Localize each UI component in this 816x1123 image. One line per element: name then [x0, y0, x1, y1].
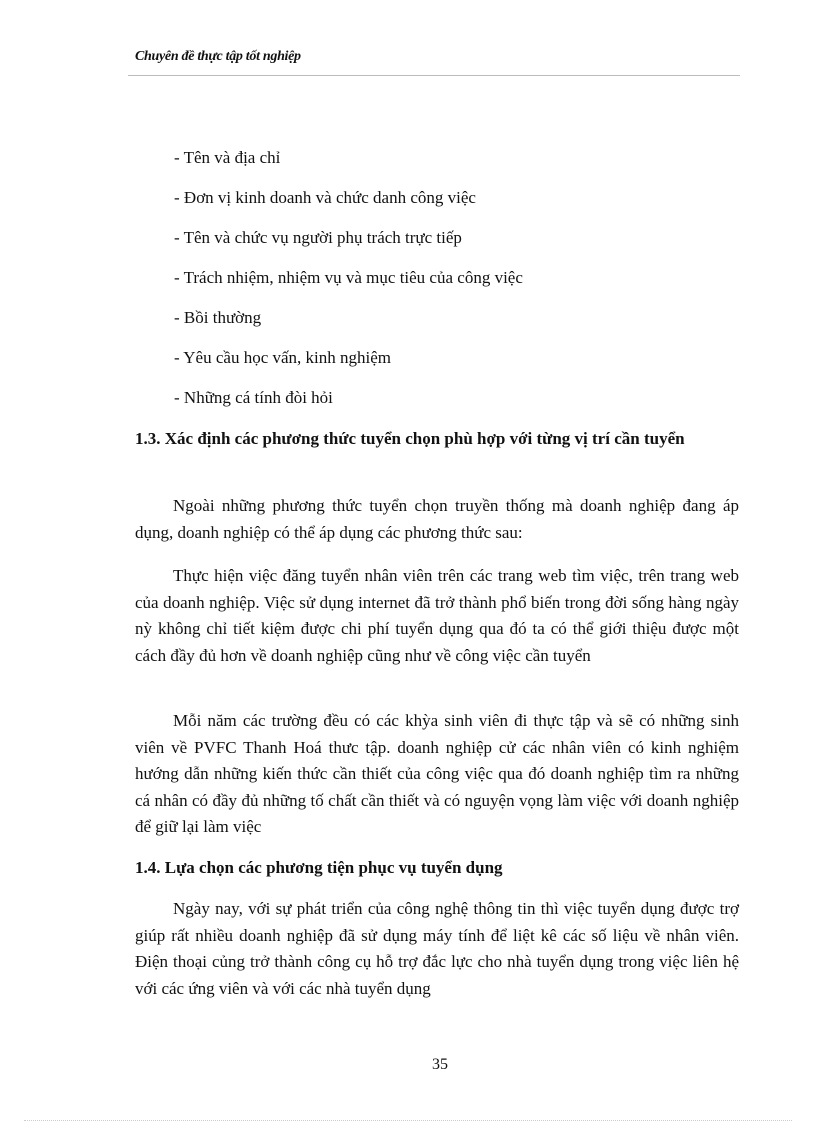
section-1-3-paragraph-1: Ngoài những phương thức tuyển chọn truyền thống mà doanh nghiệp đang áp dụng, doanh nghiệp có thể áp dụng các phương thức sau: — [135, 496, 739, 542]
footer-divider — [24, 1120, 792, 1121]
section-1-3-paragraph-3: Mỗi năm các trường đều có các khỳa sinh viên đi thực tập và sẽ có những sinh viên về PVFC Thanh Hoá thưc tập. doanh nghiệp cử các nhân viên có kinh nghiệm hướng dẫn những kiến thức cần thiết của công việc qua đó doanh nghiệp tìm ra những cá nhân có đầy đủ những tố chất cần thiết và có nguyện vọng làm việc với doanh nghiệp để giữ lại làm việc — [135, 711, 739, 836]
section-1-4-paragraph-1: Ngày nay, với sự phát triển của công nghệ thông tin thì việc tuyển dụng được trợ giúp rất nhiều doanh nghiệp đã sử dụng máy tính để liệt kê các số liệu về nhân viên. Điện thoại củng trở thành công cụ hỗ trợ đắc lực cho nhà tuyển dụng trong việc liên hệ với các ứng viên và với các nhà tuyển dụng — [135, 899, 739, 998]
section-heading-1-3: 1.3. Xác định các phương thức tuyển chọn phù hợp với từng vị trí cần tuyển — [135, 429, 685, 448]
list-item: - Đơn vị kinh doanh và chức danh công việc — [174, 188, 476, 207]
header-divider — [128, 75, 740, 76]
section-1-3-paragraph-2: Thực hiện việc đăng tuyển nhân viên trên các trang web tìm việc, trên trang web của doanh nghiệp. Việc sử dụng internet đã trở thành phổ biến trong đời sống hàng ngày nỳ không chỉ tiết kiệm được chi phí tuyển dụng qua đó ta có thể giới thiệu được một cách đầy đủ hơn về doanh nghiệp cũng như về công việc cần tuyển — [135, 566, 739, 665]
list-item: - Những cá tính đòi hỏi — [174, 388, 333, 407]
requirements-list — [174, 146, 523, 426]
page-number: 35 — [432, 1056, 448, 1073]
list-item: - Tên và địa chỉ — [174, 148, 281, 167]
section-heading-1-4: 1.4. Lựa chọn các phương tiện phục vụ tuyển dụng — [135, 858, 503, 877]
page-header-title: Chuyên đề thực tập tốt nghiệp — [135, 49, 301, 64]
list-item: - Tên và chức vụ người phụ trách trực tiếp — [174, 228, 462, 247]
list-item: - Trách nhiệm, nhiệm vụ và mục tiêu của công việc — [174, 268, 523, 287]
list-item: - Bồi thường — [174, 308, 262, 327]
list-item: - Yêu cầu học vấn, kinh nghiệm — [174, 348, 391, 367]
